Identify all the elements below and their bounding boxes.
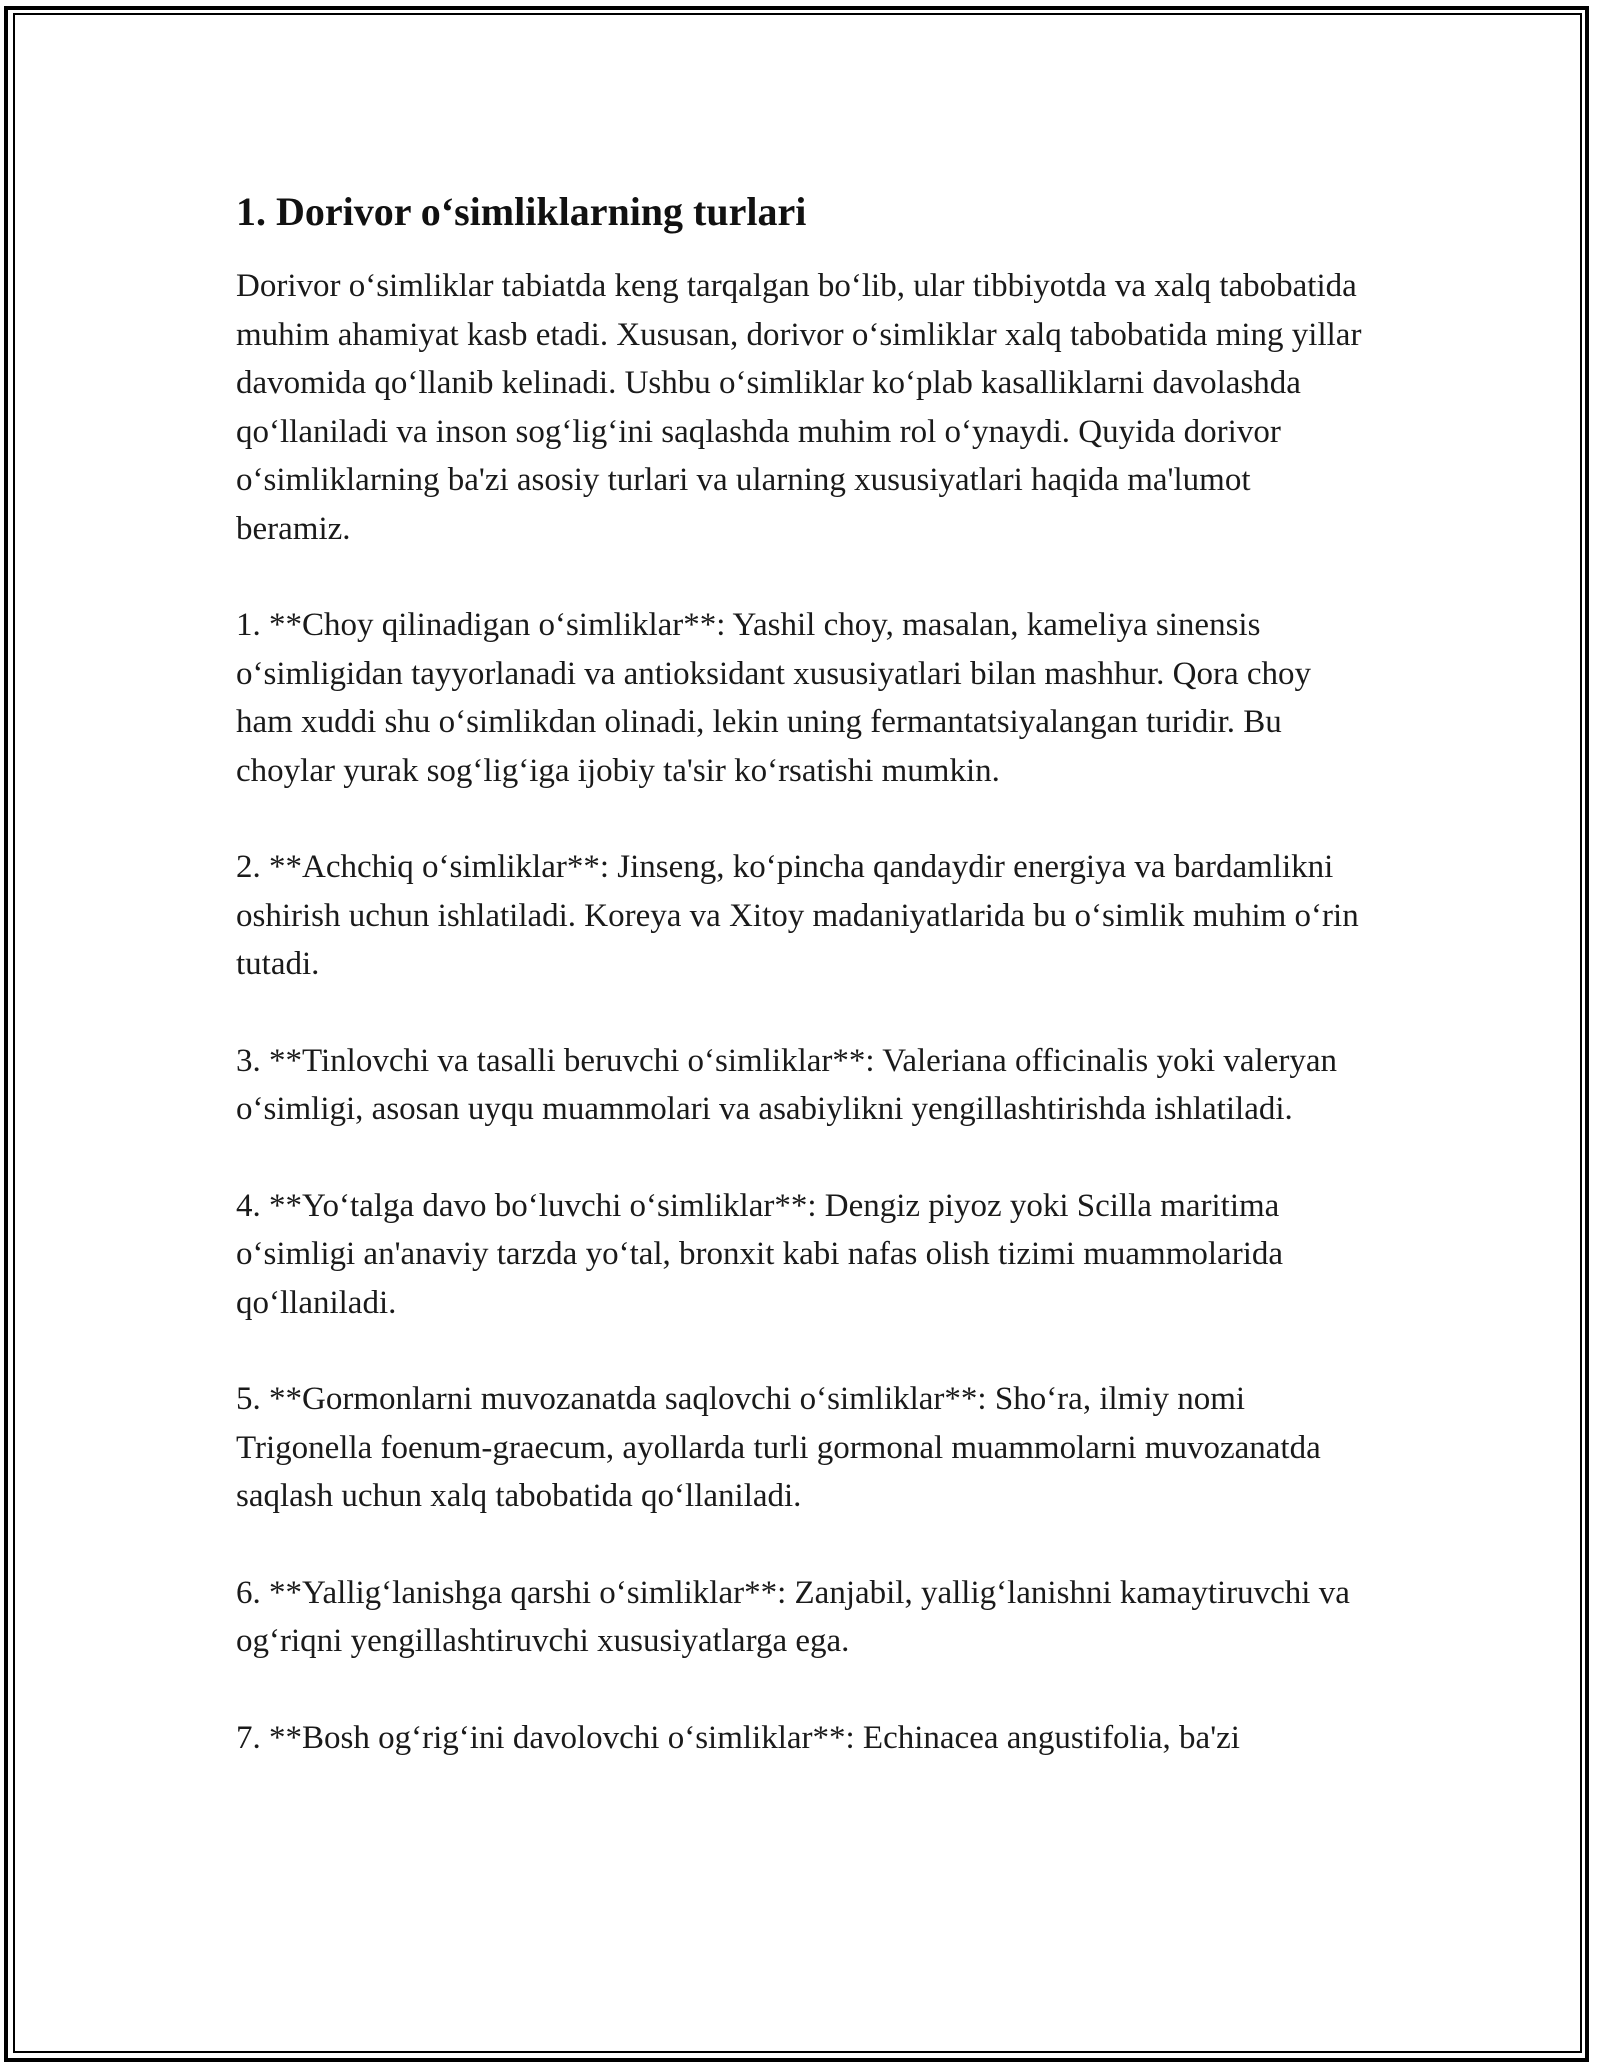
list-item: 7. **Bosh og‘rig‘ini davolovchi o‘simliklar**: Echinacea angustifolia, ba'zi — [236, 1719, 1240, 1756]
list-item: 6. **Yallig‘lanishga qarshi o‘simliklar**: Zanjabil, yallig‘lanishni kamaytiruvchi va og‘riqni yengillashtiruvchi xususiyatlarga ega. — [236, 1574, 1350, 1659]
list-item: 1. **Choy qilinadigan o‘simliklar**: Yashil choy, masalan, kameliya sinensis o‘simligidan tayyorlanadi va antioksidant xususiyatlari bilan mashhur. Qora choy ham xuddi shu o‘simlikdan olinadi, lekin uning fermantatsiyalangan turidir. Bu choylar yurak sog‘lig‘iga ijobiy ta'sir ko‘rsatishi mumkin. — [236, 607, 1312, 789]
document-body — [236, 186, 1366, 1810]
list-item: 3. **Tinlovchi va tasalli beruvchi o‘simliklar**: Valeriana officinalis yoki valeryan o‘simligi, asosan uyqu muammolari va asabiylikni yengillashtirishda ishlatiladi. — [236, 1042, 1337, 1127]
list-item: 5. **Gormonlarni muvozanatda saqlovchi o‘simliklar**: Sho‘ra, ilmiy nomi Trigonella foenum-graecum, ayollarda turli gormonal muammolarni muvozanatda saqlash uchun xalq tabobatida qo‘llaniladi. — [236, 1381, 1321, 1514]
list-item: 2. **Achchiq o‘simliklar**: Jinseng, ko‘pincha qandaydir energiya va bardamlikni oshirish uchun ishlatiladi. Koreya va Xitoy madaniyatlarida bu o‘simlik muhim o‘rin tutadi. — [236, 849, 1359, 982]
intro-paragraph: Dorivor o‘simliklar tabiatda keng tarqalgan bo‘lib, ular tibbiyotda va xalq tabobatida muhim ahamiyat kasb etadi. Xususan, dorivor o‘simliklar xalq tabobatida ming yillar davomida qo‘llanib kelinadi. Ushbu o‘simliklar ko‘plab kasalliklarni davolashda qo‘llaniladi va inson sog‘lig‘ini saqlashda muhim rol o‘ynaydi. Quyida dorivor o‘simliklarning ba'zi asosiy turlari va ularning xususiyatlari haqida ma'lumot beramiz. — [236, 268, 1362, 547]
section-heading: 1. Dorivor o‘simliklarning turlari — [236, 189, 807, 234]
list-item: 4. **Yo‘talga davo bo‘luvchi o‘simliklar**: Dengiz piyoz yoki Scilla maritima o‘simligi an'anaviy tarzda yo‘tal, bronxit kabi nafas olish tizimi muammolarida qo‘llaniladi. — [236, 1187, 1284, 1321]
